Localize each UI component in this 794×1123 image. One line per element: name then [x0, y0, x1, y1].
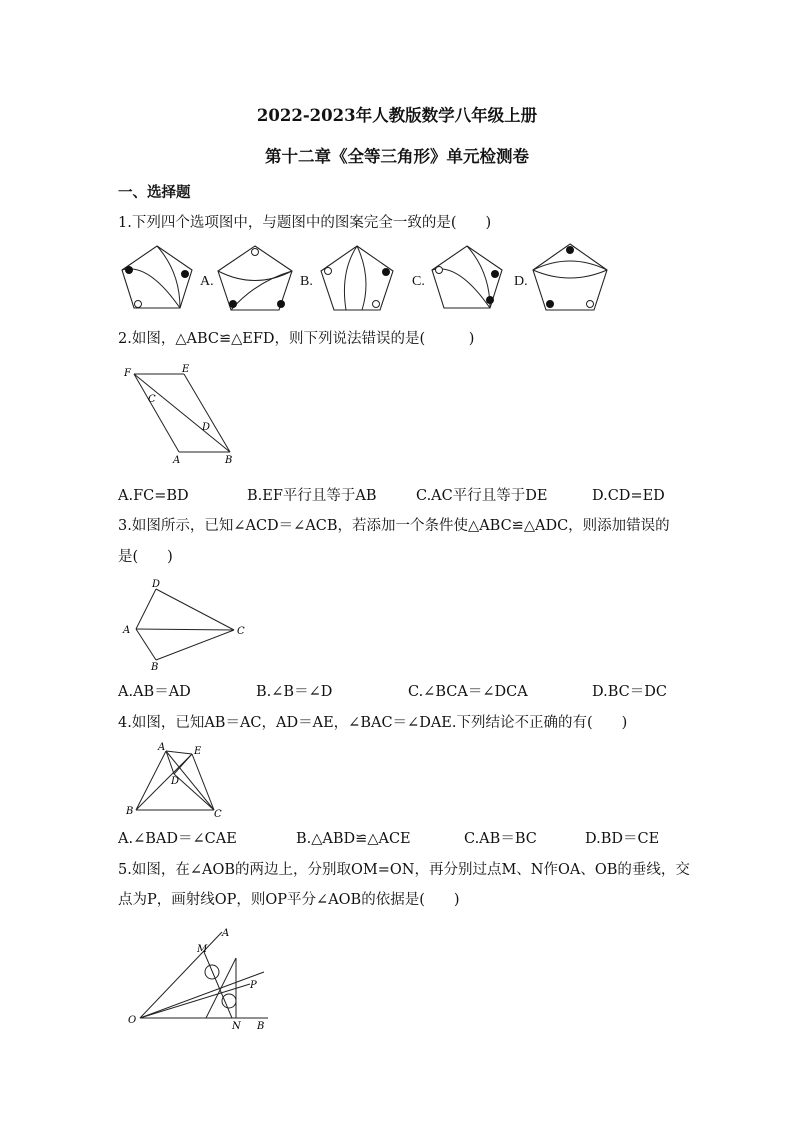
title-line-2: 第十二章《全等三角形》单元检测卷: [265, 147, 529, 166]
question-3-option-c: C.∠BCA＝∠DCA: [408, 684, 528, 700]
question-4-stem: 4.如图，已知AB＝AC，AD＝AE，∠BAC＝∠DAE.下列结论不正确的有( ): [118, 715, 628, 731]
question-2-option-a: A.FC=BD: [118, 488, 189, 504]
question-4-option-b: B.△ABD≌△ACE: [296, 831, 411, 847]
label-e: E: [182, 364, 190, 375]
question-1-figure-b: [318, 242, 396, 314]
question-2-option-d: D.CD=ED: [592, 488, 665, 504]
question-2-stem: 2.如图，△ABC≌△EFD，则下列说法错误的是( ): [118, 331, 475, 347]
label-c: C: [237, 626, 245, 637]
question-1-figure-a: [215, 242, 295, 314]
section-heading: 一、选择题: [118, 184, 191, 201]
label-a: A: [222, 928, 230, 939]
label-e: E: [194, 746, 202, 757]
question-3-stem-line-2: 是( ): [118, 549, 173, 565]
label-b: B: [257, 1021, 265, 1032]
question-3-option-b: B.∠B＝∠D: [256, 684, 333, 700]
option-c-label: C.: [412, 274, 425, 289]
question-3-option-d: D.BC＝DC: [592, 684, 667, 700]
label-d: D: [152, 579, 161, 590]
label-b: B: [225, 455, 233, 466]
option-d-label: D.: [514, 274, 528, 289]
label-a: A: [173, 455, 181, 466]
label-b: B: [126, 806, 134, 817]
question-5-figure: [118, 920, 278, 1036]
option-b-label: B.: [300, 274, 313, 289]
label-o: O: [128, 1015, 137, 1026]
question-4-option-d: D.BD＝CE: [585, 831, 660, 847]
label-a: A: [123, 625, 131, 636]
question-4-option-c: C.AB＝BC: [464, 831, 537, 847]
label-d: D: [202, 422, 211, 433]
label-c: C: [214, 809, 222, 820]
question-2-option-b: B.EF平行且等于AB: [247, 488, 377, 504]
question-4-option-a: A.∠BAD＝∠CAE: [118, 831, 237, 847]
question-5-stem-line-2: 点为P，画射线OP，则OP平分∠AOB的依据是( ): [118, 892, 460, 908]
question-3-option-a: A.AB＝AD: [118, 684, 191, 700]
label-p: P: [250, 980, 257, 991]
question-3-stem-line-1: 3.如图所示，已知∠ACD＝∠ACB，若添加一个条件使△ABC≌△ADC，则添加错误的: [118, 518, 670, 534]
label-m: M: [197, 944, 208, 955]
label-n: N: [232, 1021, 241, 1032]
question-1-stem: 1.下列四个选项图中，与题图中的图案完全一致的是( ): [118, 215, 492, 231]
question-5-stem-line-1: 5.如图，在∠AOB的两边上，分别取OM=ON，再分别过点M、N作OA、OB的垂线，交: [118, 862, 690, 878]
label-c: C: [148, 394, 156, 405]
question-1-figure-c: [428, 242, 506, 312]
question-2-option-c: C.AC平行且等于DE: [416, 488, 548, 504]
question-1-figure-d: [530, 240, 610, 316]
question-3-figure: [118, 576, 258, 676]
label-d: D: [171, 776, 180, 787]
question-4-figure: [118, 740, 228, 822]
option-a-label: A.: [200, 274, 214, 289]
question-2-figure: [118, 362, 248, 470]
label-f: F: [124, 368, 131, 379]
title-line-1: 2022-2023年人教版数学八年级上册: [256, 106, 538, 125]
label-a: A: [158, 742, 166, 753]
label-b: B: [151, 662, 159, 673]
question-1-figure-reference: [118, 242, 196, 312]
